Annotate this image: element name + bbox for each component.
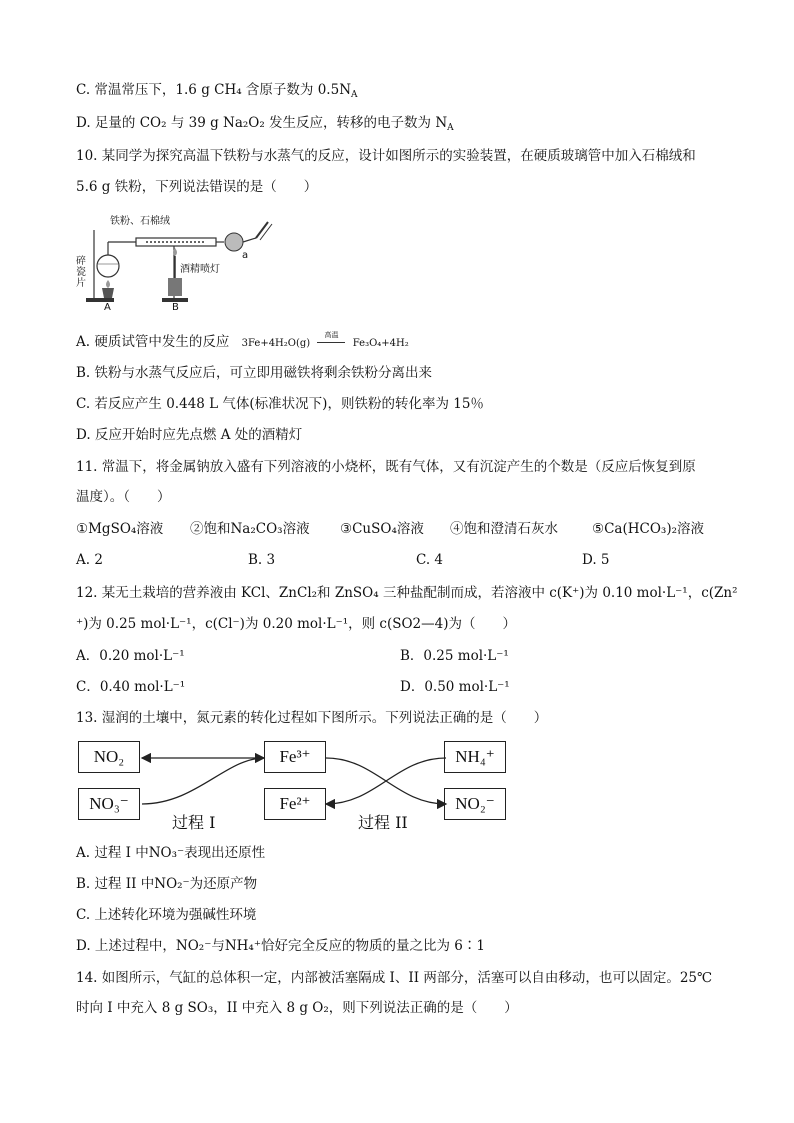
q11-option-d: D. 5 bbox=[582, 552, 610, 568]
q10-apparatus-figure bbox=[76, 208, 276, 318]
hidden-2 bbox=[142, 758, 264, 804]
q13-option-a: A. 过程 I 中NO₃⁻表现出还原性 bbox=[76, 845, 266, 861]
label-b: B bbox=[172, 302, 179, 313]
q12-option-c: C．0.40 mol·L⁻¹ bbox=[76, 679, 186, 695]
q13-stem: 13. 湿润的土壤中，氮元素的转化过程如下图所示。下列说法正确的是（ ） bbox=[76, 710, 548, 726]
label-small-a: a bbox=[242, 250, 249, 261]
label-iron-asbestos: 铁粉、石棉绒 bbox=[110, 216, 170, 227]
arrow-no3-to-fe3 bbox=[142, 758, 264, 804]
label-process-1: 过程 I bbox=[172, 813, 216, 832]
label-porcelain-chips: 碎瓷片 bbox=[76, 256, 86, 289]
q10-option-c: C. 若反应产生 0.448 L 气体(标准状况下)，则铁粉的转化率为 15％ bbox=[76, 396, 484, 412]
q10-stem-line2: 5.6 g 铁粉，下列说法错误的是（ ） bbox=[76, 179, 318, 195]
q11-item-2: ②饱和Na₂CO₃溶液 bbox=[190, 521, 310, 537]
q9-option-d: D. 足量的 CO₂ 与 39 g Na₂O₂ 发生反应，转移的电子数为 $N_A$ bbox=[76, 115, 454, 133]
q12-stem-line2: ⁺)为 0.25 mol·L⁻¹，c(Cl⁻)为 0.20 mol·L⁻¹，则 c(SO2—4)为（ ） bbox=[76, 616, 517, 632]
q9-option-c: C. 常温常压下，1.6 g CH₄ 含原子数为 $0.5N_A$ bbox=[76, 82, 358, 100]
q13-option-c: C. 上述转化环境为强碱性环境 bbox=[76, 907, 257, 923]
q10-option-a: A. 硬质试管中发生的反应 3Fe+4H₂O(g) 高温 Fe₃O₄+4H₂ bbox=[76, 331, 409, 350]
box-nh4: NH₄⁺ bbox=[444, 741, 506, 773]
q11-stem-line2: 温度）。（ ） bbox=[76, 489, 171, 505]
q11-item-5: ⑤Ca(HCO₃)₂溶液 bbox=[592, 521, 705, 537]
label-process-2: 过程 II bbox=[358, 813, 408, 832]
q11-option-a: A. 2 bbox=[76, 552, 103, 568]
label-a: A bbox=[104, 302, 111, 313]
box-fe2: Fe²⁺ bbox=[264, 788, 326, 820]
box-no3: NO₃⁻ bbox=[78, 788, 140, 820]
q11-stem-line1: 11. 常温下，将金属钠放入盛有下列溶液的小烧杯，既有气体，又有沉淀产生的个数是（反应后恢复到原 bbox=[76, 459, 696, 475]
box-no2-minus: NO₂⁻ bbox=[444, 788, 506, 820]
q10-option-b: B. 铁粉与水蒸气反应后，可立即用磁铁将剩余铁粉分离出来 bbox=[76, 365, 433, 381]
hidden bbox=[142, 768, 226, 804]
q14-stem-line2: 时向 I 中充入 8 g SO₃，II 中充入 8 g O₂，则下列说法正确的是（ ） bbox=[76, 1000, 518, 1016]
box-fe3: Fe³⁺ bbox=[264, 741, 326, 773]
q12-option-a: A．0.20 mol·L⁻¹ bbox=[76, 648, 185, 664]
q12-option-b: B．0.25 mol·L⁻¹ bbox=[400, 648, 509, 664]
label-alcohol-lamp: 酒精喷灯 bbox=[180, 264, 220, 275]
q12-option-d: D．0.50 mol·L⁻¹ bbox=[400, 679, 510, 695]
q11-item-1: ①MgSO₄溶液 bbox=[76, 521, 164, 537]
q10-stem-line1: 10. 某同学为探究高温下铁粉与水蒸气的反应，设计如图所示的实验装置，在硬质玻璃管中加入石棉绒和 bbox=[76, 148, 696, 164]
q11-item-4: ④饱和澄清石灰水 bbox=[450, 521, 558, 537]
q13-option-b: B. 过程 II 中NO₂⁻为还原产物 bbox=[76, 876, 258, 892]
q13-option-d: D. 上述过程中，NO₂⁻与NH₄⁺恰好完全反应的物质的量之比为 6∶1 bbox=[76, 938, 485, 954]
box-no2: NO₂ bbox=[78, 741, 140, 773]
q11-option-c: C. 4 bbox=[416, 552, 444, 568]
nitrogen-cycle-diagram bbox=[76, 738, 506, 838]
q14-stem-line1: 14. 如图所示，气缸的总体积一定，内部被活塞隔成 I、II 两部分，活塞可以自由移动，也可以固定。25℃ bbox=[76, 970, 713, 986]
q11-item-3: ③CuSO₄溶液 bbox=[340, 521, 424, 537]
q11-option-b: B. 3 bbox=[248, 552, 276, 568]
q10-option-d: D. 反应开始时应先点燃 A 处的酒精灯 bbox=[76, 427, 303, 443]
q12-stem-line1: 12. 某无土栽培的营养液由 KCl、ZnCl₂和 ZnSO₄ 三种盐配制而成，若溶液中 c(K⁺)为 0.10 mol·L⁻¹，c(Zn² bbox=[76, 585, 738, 601]
arrow-nh4-to-fe2 bbox=[326, 758, 446, 804]
